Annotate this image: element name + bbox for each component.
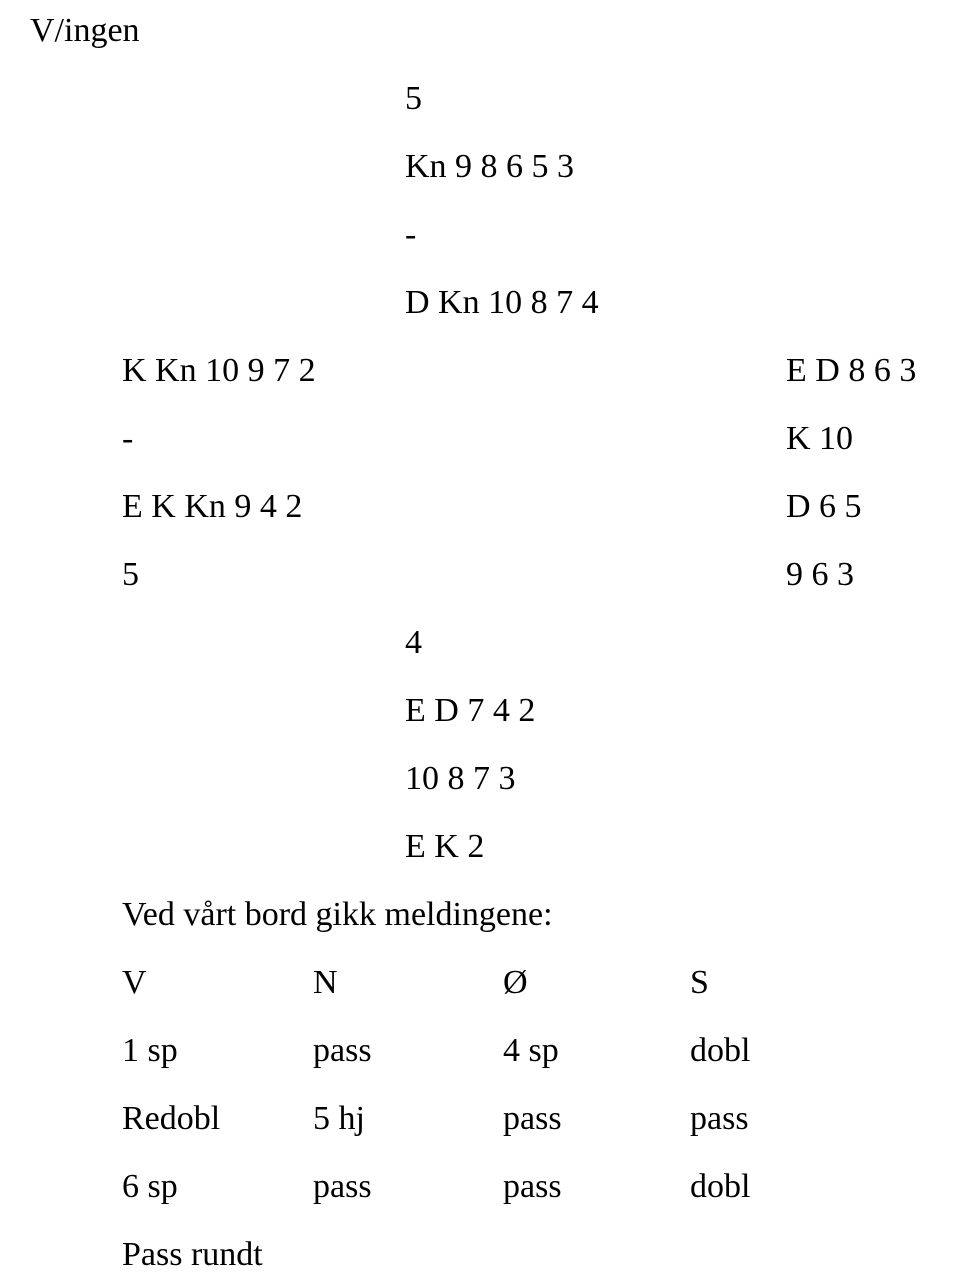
south-spades-line: 4 — [405, 624, 422, 661]
auction-row — [122, 1099, 969, 1139]
auction-bid: pass — [313, 1168, 372, 1205]
auction-row — [122, 1031, 969, 1071]
east-spades-line: E D 8 6 3 — [786, 352, 917, 389]
dealer-vulnerability-label: V/ingen — [30, 12, 140, 49]
auction-bid: pass — [503, 1168, 562, 1205]
west-diamonds-line: E K Kn 9 4 2 — [122, 488, 303, 525]
auction-footer: Pass rundt — [122, 1236, 263, 1273]
south-diamonds-line: 10 8 7 3 — [405, 760, 516, 797]
auction-bid: 4 sp — [503, 1032, 559, 1069]
auction-bid: dobl — [690, 1032, 751, 1069]
west-hearts-line: - — [122, 420, 134, 457]
auction-header-north: N — [313, 964, 338, 1001]
auction-bid: 5 hj — [313, 1100, 365, 1137]
east-clubs-line: 9 6 3 — [786, 556, 854, 593]
east-hearts-line: K 10 — [786, 420, 854, 457]
north-diamonds-line: - — [405, 216, 417, 253]
auction-bid: Redobl — [122, 1100, 221, 1137]
auction-header-row — [122, 963, 969, 1003]
north-clubs-line: D Kn 10 8 7 4 — [405, 284, 599, 321]
west-spades-line: K Kn 10 9 7 2 — [122, 352, 316, 389]
auction-bid: 6 sp — [122, 1168, 178, 1205]
west-clubs-line: 5 — [122, 556, 139, 593]
north-hearts-line: Kn 9 8 6 5 3 — [405, 148, 575, 185]
east-diamonds-line: D 6 5 — [786, 488, 862, 525]
auction-header-south: S — [690, 964, 709, 1001]
auction-bid: pass — [313, 1032, 372, 1069]
south-clubs-line: E K 2 — [405, 828, 485, 865]
north-spades-line: 5 — [405, 80, 422, 117]
auction-row — [122, 1167, 969, 1207]
auction-bid: 1 sp — [122, 1032, 178, 1069]
auction-bid: pass — [690, 1100, 749, 1137]
auction-header-east: Ø — [503, 964, 528, 1001]
auction-intro: Ved vårt bord gikk meldingene: — [122, 896, 553, 933]
south-hearts-line: E D 7 4 2 — [405, 692, 536, 729]
auction-bid: pass — [503, 1100, 562, 1137]
auction-bid: dobl — [690, 1168, 751, 1205]
auction-header-west: V — [122, 964, 147, 1001]
